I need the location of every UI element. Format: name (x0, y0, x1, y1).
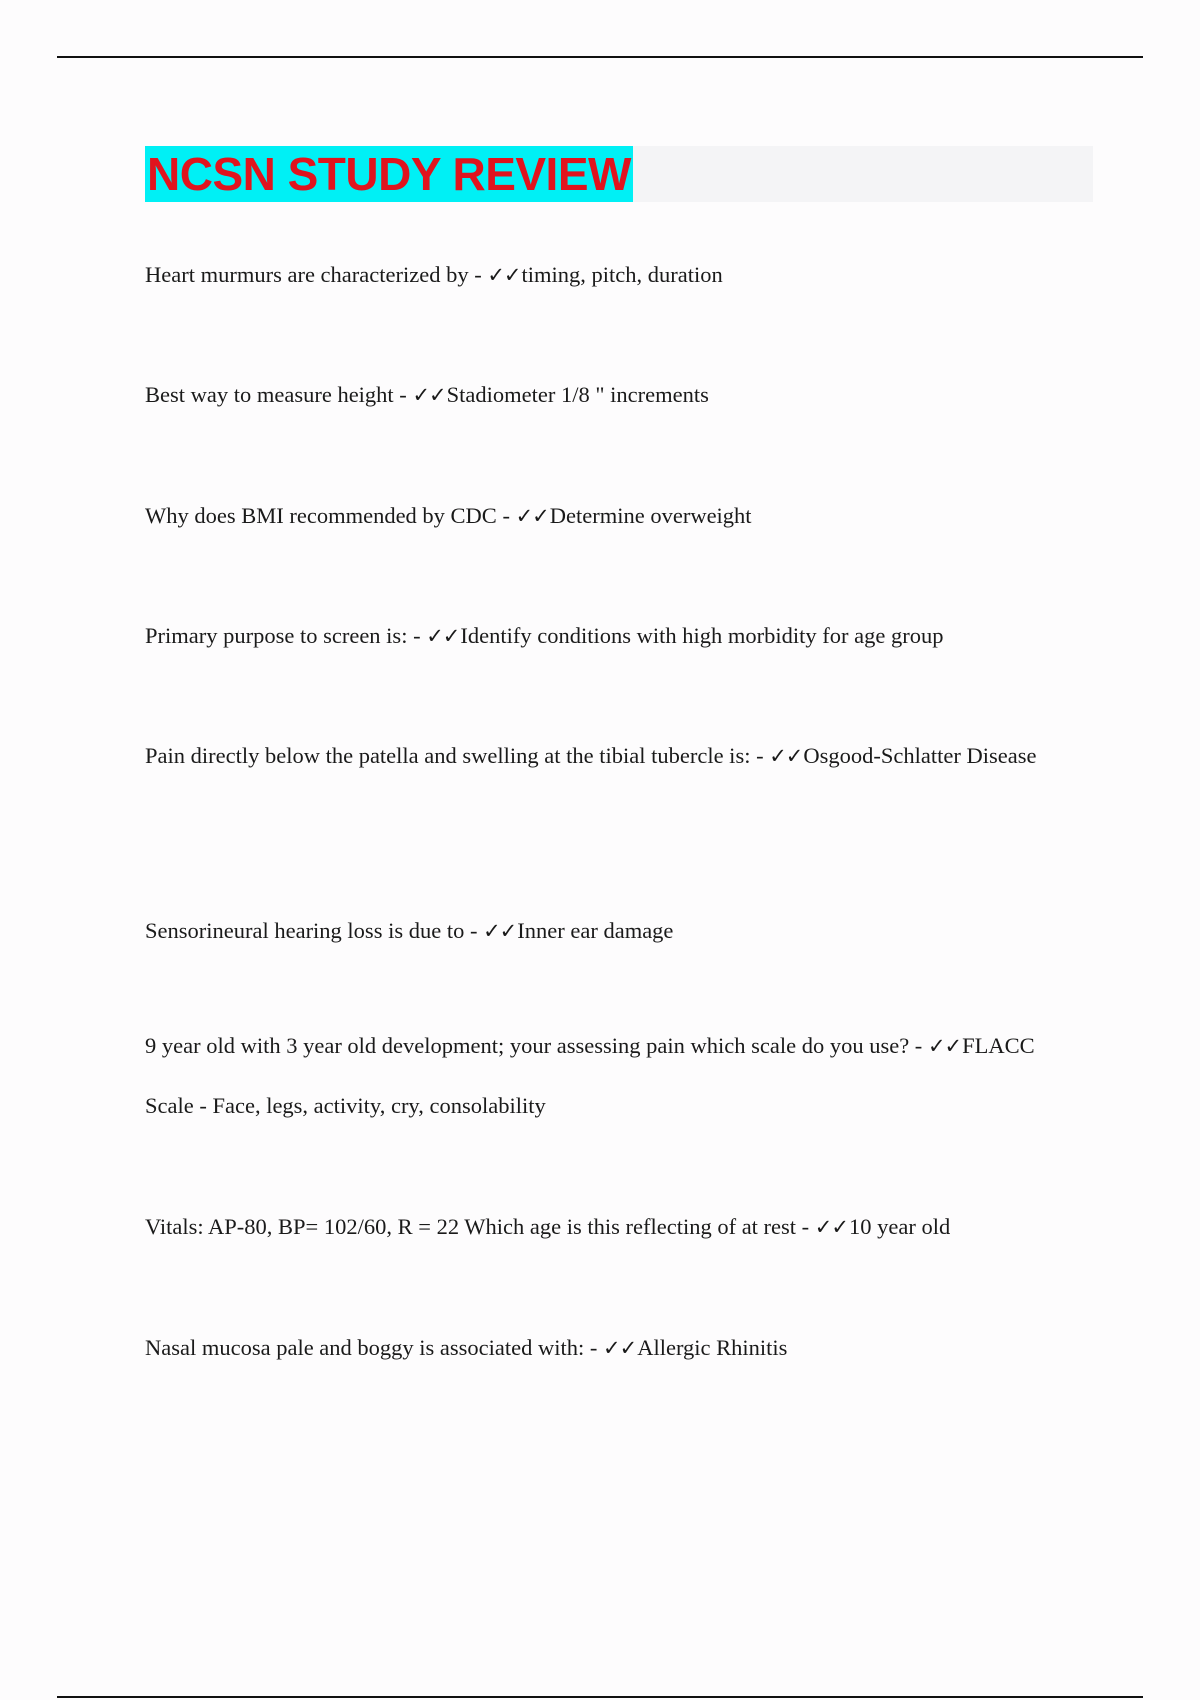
double-check-icon: ✓✓ (487, 263, 521, 287)
question-text: Primary purpose to screen is: - (145, 623, 427, 648)
answer-text: Inner ear damage (517, 918, 674, 943)
question-text: Why does BMI recommended by CDC - (145, 503, 516, 528)
qa-item-4 (145, 606, 1075, 666)
bottom-rule (57, 1696, 1143, 1698)
qa-item-1 (145, 245, 1075, 305)
document-title: NCSN STUDY REVIEW (147, 148, 631, 200)
double-check-icon: ✓✓ (412, 383, 446, 407)
double-check-icon: ✓✓ (927, 1034, 962, 1058)
answer-text: timing, pitch, duration (521, 262, 723, 287)
double-check-icon: ✓✓ (814, 1215, 848, 1239)
answer-text: 10 year old (849, 1214, 951, 1239)
qa-item-7 (145, 1016, 1075, 1136)
qa-item-6 (145, 901, 1075, 961)
double-check-icon: ✓✓ (426, 624, 460, 648)
question-text: Sensorineural hearing loss is due to - (145, 918, 484, 943)
question-text: Vitals: AP-80, BP= 102/60, R = 22 Which age is this reflecting of at rest - (145, 1214, 815, 1239)
question-text: Nasal mucosa pale and boggy is associated with: - (145, 1335, 604, 1360)
double-check-icon: ✓✓ (515, 504, 549, 528)
answer-text: FLACC Scale - Face, legs, activity, cry, consolability (145, 1033, 1035, 1118)
answer-text: Identify conditions with high morbidity for age group (460, 623, 944, 648)
answer-text: Osgood-Schlatter Disease (803, 743, 1037, 768)
qa-item-5 (145, 726, 1075, 786)
question-text: 9 year old with 3 year old development; your assessing pain which scale do you use? - (145, 1033, 928, 1058)
qa-item-3 (145, 486, 1075, 546)
qa-item-8 (145, 1197, 1075, 1257)
answer-text: Stadiometer 1/8 " increments (446, 382, 709, 407)
answer-text: Allergic Rhinitis (637, 1335, 788, 1360)
answer-text: Determine overweight (549, 503, 752, 528)
question-text: Heart murmurs are characterized by - (145, 262, 488, 287)
question-text: Pain directly below the patella and swelling at the tibial tubercle is: - (145, 743, 770, 768)
qa-item-9 (145, 1318, 1075, 1378)
double-check-icon: ✓✓ (603, 1336, 637, 1360)
question-text: Best way to measure height - (145, 382, 413, 407)
double-check-icon: ✓✓ (769, 744, 803, 768)
top-rule (57, 56, 1143, 58)
double-check-icon: ✓✓ (483, 919, 517, 943)
qa-item-2 (145, 365, 1075, 425)
